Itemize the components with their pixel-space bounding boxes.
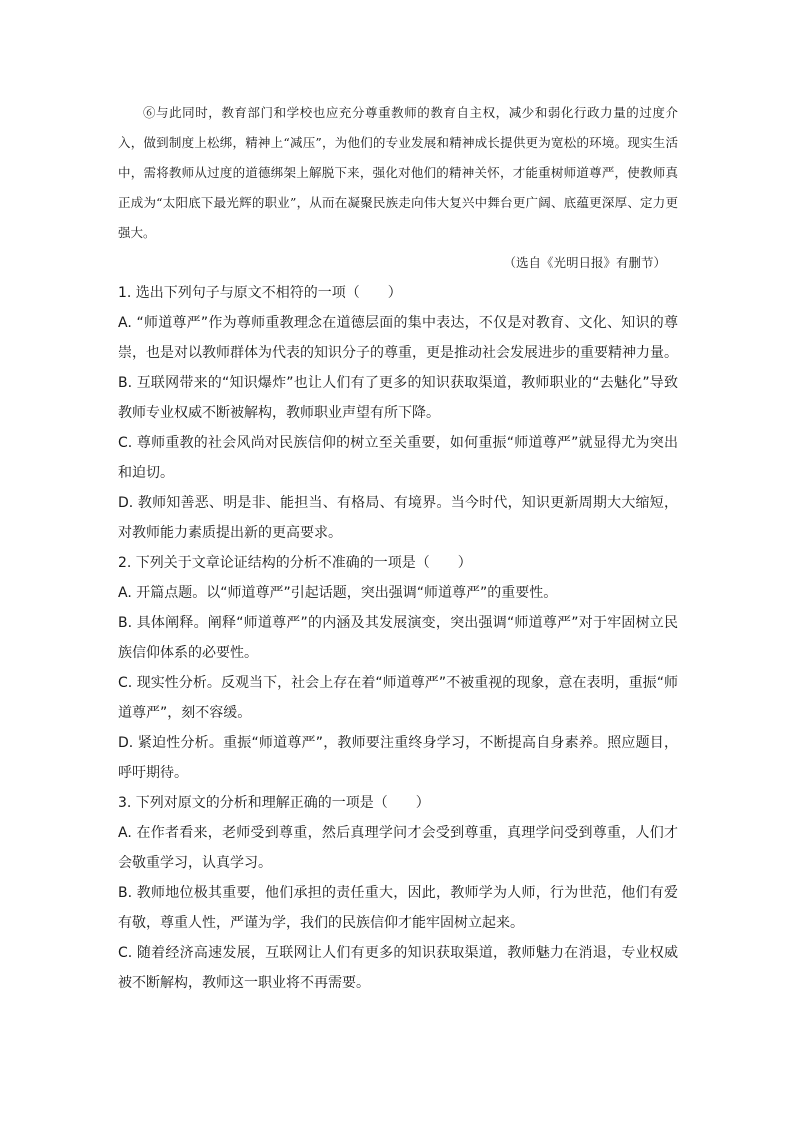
option-c: C. 现实性分析。反观当下，社会上存在着“师道尊严”不被重视的现象，意在表明，重振“师道尊严”，刻不容缓。 xyxy=(118,675,678,721)
option-b: B. 教师地位极其重要，他们承担的责任重大，因此，教师学为人师，行为世范，他们有爱有敬，尊重人性，严谨为学，我们的民族信仰才能牢固树立起来。 xyxy=(118,885,678,931)
question-3 xyxy=(118,788,678,998)
document-page xyxy=(118,98,678,998)
option-a: A. 在作者看来，老师受到尊重，然后真理学问才会受到尊重，真理学问受到尊重，人们才会敬重学习，认真学习。 xyxy=(118,825,678,871)
option-c: C. 尊师重教的社会风尚对民族信仰的树立至关重要，如何重振“师道尊严”就显得尤为突出和迫切。 xyxy=(118,435,678,481)
passage-source: （选自《光明日报》有删节） xyxy=(503,255,666,270)
option-a: A. 开篇点题。以“师道尊严”引起话题，突出强调“师道尊严”的重要性。 xyxy=(118,585,558,601)
option-a: A. “师道尊严”作为尊师重教理念在道德层面的集中表达，不仅是对教育、文化、知识的尊崇，也是对以教师群体为代表的知识分子的尊重，更是推动社会发展进步的重要精神力量。 xyxy=(118,315,678,361)
question-stem: 3. 下列对原文的分析和理解正确的一项是（ ） xyxy=(118,795,430,811)
option-c: C. 随着经济高速发展，互联网让人们有更多的知识获取渠道，教师魅力在消退，专业权威被不断解构，教师这一职业将不再需要。 xyxy=(118,945,678,991)
question-2 xyxy=(118,548,678,788)
option-b: B. 互联网带来的“知识爆炸”也让人们有了更多的知识获取渠道，教师职业的“去魅化”导致教师专业权威不断被解构，教师职业声望有所下降。 xyxy=(118,375,678,421)
question-stem: 2. 下列关于文章论证结构的分析不准确的一项是（ ） xyxy=(118,555,472,571)
question-1 xyxy=(118,278,678,548)
passage-paragraph-6: ⑥与此同时，教育部门和学校也应充分尊重教师的教育自主权，减少和弱化行政力量的过度介入，做到制度上松绑，精神上“减压”，为他们的专业发展和精神成长提供更为宽松的环境。现实生活中，需将教师从过度的道德绑架上解脱下来，强化对他们的精神关怀，才能重树师道尊严，使教师真正成为“太阳底下最光辉的职业”，从而在凝聚民族走向伟大复兴中舞台更广阔、底蕴更深厚、定力更强大。 xyxy=(118,105,678,240)
option-d: D. 紧迫性分析。重振“师道尊严”，教师要注重终身学习，不断提高自身素养。照应题目，呼吁期待。 xyxy=(118,735,678,781)
question-stem: 1. 选出下列句子与原文不相符的一项（ ） xyxy=(118,285,402,301)
option-b: B. 具体阐释。阐释“师道尊严”的内涵及其发展演变，突出强调“师道尊严”对于牢固树立民族信仰体系的必要性。 xyxy=(118,615,678,661)
option-d: D. 教师知善恶、明是非、能担当、有格局、有境界。当今时代，知识更新周期大大缩短，对教师能力素质提出新的更高要求。 xyxy=(118,495,678,541)
